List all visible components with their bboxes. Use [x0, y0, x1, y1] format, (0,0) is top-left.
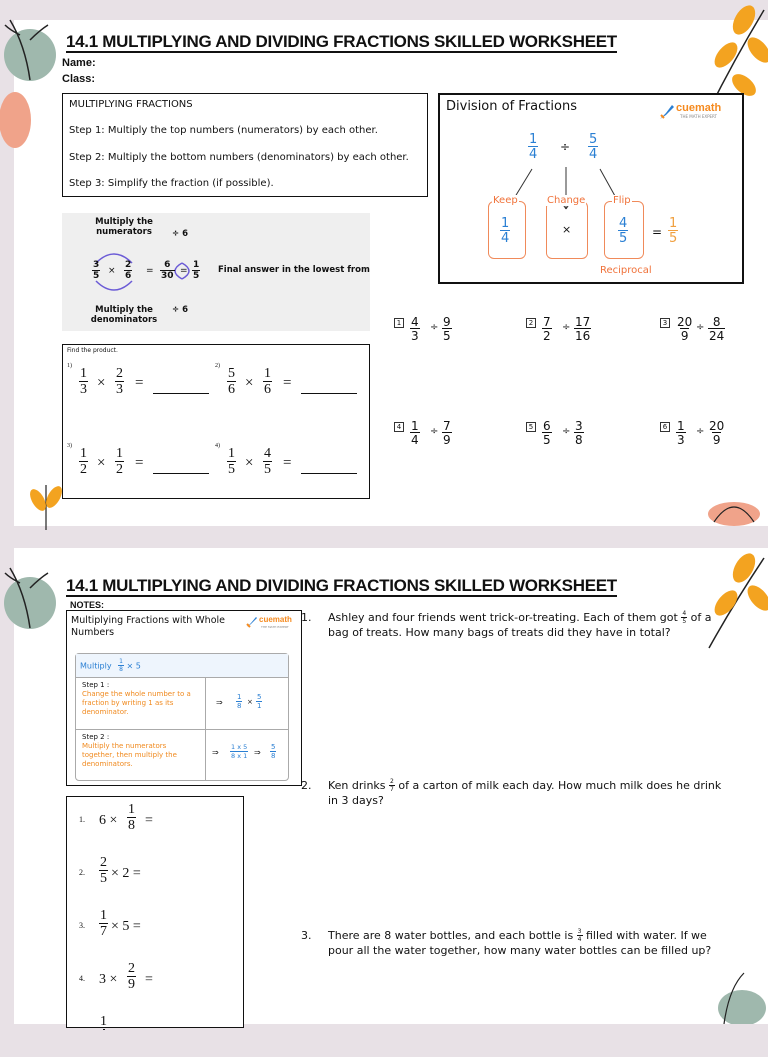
problem-text-b: filled with water. If we pour all the water together, how many water bottles can be filled up? — [328, 929, 712, 957]
division-exercise — [660, 316, 760, 346]
question-number: 3) — [67, 443, 72, 449]
word-problem — [301, 778, 728, 808]
exercise-number: 1 — [394, 318, 404, 328]
step1-math — [206, 678, 288, 730]
step2-math — [206, 730, 288, 780]
question-fraction: $\frac{1}{8}$ — [128, 802, 135, 833]
question-fraction-b: $\frac{1}{6}$ — [264, 366, 271, 397]
question-fraction-b: $\frac{4}{5}$ — [264, 446, 271, 477]
problem-text-b: of a bag of treats. How many bags of treats did they have in total? — [328, 611, 712, 639]
exercise-fraction-b: $\frac{17}{16}$ — [575, 315, 591, 343]
floral-decoration-icon — [0, 548, 70, 668]
step2-cell — [76, 730, 206, 780]
multiply-fraction: $\frac{1}{8}$ — [119, 658, 123, 673]
example-fraction-1-5: $\frac{1}{5}$ — [193, 260, 200, 281]
step1-times: × — [247, 698, 253, 706]
find-product-box — [62, 344, 370, 499]
divide-sign: ÷ — [560, 140, 571, 154]
question-number: 2) — [215, 363, 220, 369]
step1-frac-b: $\frac{5}{1}$ — [257, 693, 262, 710]
exercise-fraction-b: $\frac{20}{9}$ — [709, 419, 725, 447]
question-suffix: = — [145, 813, 153, 828]
step1-frac-a: $\frac{1}{8}$ — [237, 693, 242, 710]
exercise-fraction-a: $\frac{6}{5}$ — [543, 419, 551, 447]
multiply-label: Multiply — [80, 661, 112, 671]
step2-frac-b: $\frac{5}{8}$ — [271, 743, 276, 760]
page-title: 14.1 MULTIPLYING AND DIVIDING FRACTIONS SKILLED WORKSHEET — [66, 32, 617, 51]
exercise-fraction-a: $\frac{1}{4}$ — [411, 419, 419, 447]
example-fraction-2-6: $\frac{2}{6}$ — [125, 260, 132, 281]
question-fraction-a: $\frac{1}{2}$ — [80, 446, 87, 477]
problem-fraction: $\frac{4}{5}$ — [682, 610, 687, 625]
division-exercise — [660, 420, 760, 450]
exercise-fraction-a: $\frac{7}{2}$ — [543, 315, 551, 343]
name-label: Name: — [62, 57, 96, 69]
problem-fraction: $\frac{3}{4}$ — [577, 928, 582, 943]
question-fraction-b: $\frac{1}{2}$ — [116, 446, 123, 477]
page-title: 14.1 MULTIPLYING AND DIVIDING FRACTIONS SKILLED WORKSHEET — [66, 576, 617, 595]
question-number: 4) — [215, 443, 220, 449]
equals-sign: = — [135, 375, 144, 391]
answer-blank[interactable] — [153, 473, 209, 474]
multiply-example-panel — [62, 213, 370, 331]
example-eq-2: = — [180, 266, 188, 276]
exercise-fraction-b: $\frac{9}{5}$ — [443, 315, 451, 343]
problem-text-a: Ashley and four friends went trick-or-treating. Each of them got — [328, 611, 678, 624]
answer-blank[interactable] — [301, 473, 357, 474]
exercise-number: 5 — [526, 422, 536, 432]
question-number: 1. — [79, 815, 85, 824]
keep-fraction: $\frac{1}{4}$ — [501, 216, 510, 246]
step2-frac-a: $\frac{1 x 5}{8 x 1}$ — [231, 743, 248, 760]
exercise-fraction-b: $\frac{3}{8}$ — [575, 419, 583, 447]
question-fraction-a: $\frac{1}{3}$ — [80, 366, 87, 397]
step1-title: Step 1 : — [82, 681, 110, 689]
change-label: Change — [547, 195, 586, 206]
question-suffix: × 5 = — [111, 919, 141, 934]
plant-decoration-icon — [704, 968, 768, 1024]
example-fraction-3-5: $\frac{3}{5}$ — [93, 260, 100, 281]
step-3: Step 3: Simplify the fraction (if possible). — [69, 178, 274, 189]
keep-label: Keep — [493, 195, 518, 206]
answer-blank[interactable] — [301, 393, 357, 394]
denominators-label: Multiply the denominators — [90, 305, 158, 325]
divide-sign: ÷ — [696, 322, 705, 333]
word-problem — [301, 610, 728, 640]
division-exercise — [394, 420, 494, 450]
exercise-fraction-a: $\frac{4}{3}$ — [411, 315, 419, 343]
equals-sign: = — [652, 225, 663, 239]
problem-number: 1. — [301, 611, 312, 624]
problem-text-a: There are 8 water bottles, and each bottle is — [328, 929, 574, 942]
times-sign: × — [562, 223, 572, 236]
product-question — [215, 443, 365, 487]
whole-number-question — [79, 907, 229, 951]
division-title: Division of Fractions — [446, 99, 577, 114]
notes-label: NOTES: — [70, 600, 105, 610]
steps-heading: MULTIPLYING FRACTIONS — [69, 99, 193, 110]
times-sign: × — [97, 375, 106, 391]
step2-title: Step 2 : — [82, 733, 110, 741]
leaf-decoration-icon — [0, 80, 40, 160]
divide-sign: ÷ — [696, 426, 705, 437]
exercise-number: 3 — [660, 318, 670, 328]
reciprocal-label: Reciprocal — [600, 265, 652, 276]
example-fraction-6-30: $\frac{6}{30}$ — [161, 260, 174, 281]
rocket-icon — [658, 103, 676, 121]
find-product-heading: Find the product. — [67, 347, 118, 354]
example-eq-1: = — [146, 266, 154, 276]
whole-number-question — [79, 801, 229, 845]
product-question — [67, 443, 217, 487]
cuemath-tagline: THE MATH EXPERT — [261, 625, 289, 629]
divide-sign: ÷ — [430, 426, 439, 437]
whole-number-question — [79, 1013, 229, 1057]
question-fraction: $\frac{2}{9}$ — [128, 961, 135, 992]
equals-sign: = — [135, 455, 144, 471]
question-number: 2. — [79, 868, 85, 877]
arrow-icon: ⇒ — [212, 748, 219, 757]
step1-cell — [76, 678, 206, 730]
numerators-label: Multiply the numerators — [95, 217, 153, 237]
divide-6-bottom: ÷ 6 — [172, 305, 188, 315]
exercise-fraction-b: $\frac{8}{24}$ — [709, 315, 725, 343]
notes-panel — [66, 610, 302, 786]
exercise-fraction-b: $\frac{7}{9}$ — [443, 419, 451, 447]
question-number: 3. — [79, 921, 85, 930]
fraction-1-4: $\frac{1}{4}$ — [529, 132, 538, 162]
word-problem — [301, 928, 728, 958]
flower-decoration-icon — [704, 492, 764, 528]
example-times: × — [108, 266, 116, 276]
arrow-icon: ⇒ — [254, 748, 261, 757]
exercise-fraction-a: $\frac{20}{9}$ — [677, 315, 693, 343]
leaf-branch-decoration-icon — [704, 548, 768, 658]
worksheet-page-1 — [14, 20, 768, 526]
problem-number: 3. — [301, 929, 312, 942]
multiply-row — [76, 654, 288, 678]
divide-sign: ÷ — [562, 426, 571, 437]
problem-text-b: of a carton of milk each day. How much milk does he drink in 3 days? — [328, 779, 722, 807]
question-number: 4. — [79, 974, 85, 983]
step-1: Step 1: Multiply the top numbers (numerators) by each other. — [69, 125, 378, 136]
cuemath-logo: cuemath — [259, 615, 292, 624]
question-prefix: 6 × — [99, 813, 118, 828]
question-fraction: $\frac{1}{7}$ — [100, 908, 107, 939]
answer-blank[interactable] — [153, 393, 209, 394]
cuemath-tagline: THE MATH EXPERT — [680, 114, 717, 119]
multiply-expr: × 5 — [126, 661, 141, 671]
problem-fraction: $\frac{2}{7}$ — [390, 778, 394, 793]
division-of-fractions-panel — [438, 93, 744, 284]
exercise-number: 4 — [394, 422, 404, 432]
division-exercise — [526, 420, 626, 450]
exercise-number: 2 — [526, 318, 536, 328]
times-sign: × — [97, 455, 106, 471]
divide-6-top: ÷ 6 — [172, 229, 188, 239]
whole-number-question — [79, 854, 229, 898]
problem-text-a: Ken drinks — [328, 779, 386, 792]
worksheet-page-2 — [14, 548, 768, 1029]
result-fraction: $\frac{1}{5}$ — [669, 216, 678, 246]
arrow-icon: ⇒ — [216, 698, 223, 707]
division-exercise — [526, 316, 626, 346]
division-exercise — [394, 316, 494, 346]
problem-number: 2. — [301, 779, 312, 792]
question-fraction-a: $\frac{1}{5}$ — [228, 446, 235, 477]
question-fraction-a: $\frac{5}{6}$ — [228, 366, 235, 397]
whole-number-question — [79, 960, 229, 1004]
multiplying-steps-box — [62, 93, 428, 197]
exercise-number: 6 — [660, 422, 670, 432]
question-suffix: × 2 = — [111, 866, 141, 881]
fraction-5-4: $\frac{5}{4}$ — [589, 132, 598, 162]
equals-sign: = — [283, 455, 292, 471]
product-question — [67, 363, 217, 407]
step1-text: Change the whole number to a fraction by writing 1 as its denominator. — [82, 690, 191, 716]
question-suffix: = — [145, 972, 153, 987]
rocket-icon — [245, 615, 259, 629]
times-sign: × — [245, 455, 254, 471]
divide-sign: ÷ — [562, 322, 571, 333]
cuemath-logo: cuemath — [676, 102, 722, 114]
question-number: 1) — [67, 363, 72, 369]
flip-fraction: $\frac{4}{5}$ — [619, 216, 628, 246]
flip-label: Flip — [613, 195, 631, 206]
notes-inner-table — [75, 653, 289, 781]
question-fraction-b: $\frac{2}{3}$ — [116, 366, 123, 397]
step-2: Step 2: Multiply the bottom numbers (denominators) by each other. — [69, 151, 409, 163]
question-fraction: $\frac{2}{5}$ — [100, 855, 107, 886]
question-prefix: 3 × — [99, 972, 118, 987]
question-fraction: 1 — [100, 1014, 107, 1029]
leaf-sprig-decoration-icon — [26, 475, 66, 530]
class-label: Class: — [62, 73, 96, 85]
product-question — [215, 363, 365, 407]
final-answer-note: Final answer in the lowest from — [218, 265, 370, 275]
exercise-fraction-a: $\frac{1}{3}$ — [677, 419, 685, 447]
step2-text: Multiply the numerators together, then multiply the denominators. — [82, 742, 177, 768]
divide-sign: ÷ — [430, 322, 439, 333]
notes-title: Multiplying Fractions with Whole Numbers — [71, 615, 225, 638]
equals-sign: = — [283, 375, 292, 391]
times-sign: × — [245, 375, 254, 391]
whole-number-exercise-box — [66, 796, 244, 1028]
